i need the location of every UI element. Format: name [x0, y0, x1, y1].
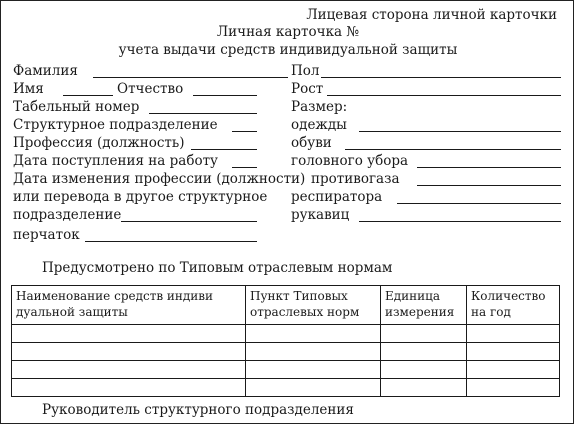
field-size-label: Размер: — [291, 99, 348, 115]
field-department-line[interactable] — [232, 131, 257, 132]
field-headwear-line[interactable] — [417, 167, 561, 168]
field-gloves-label: перчаток — [13, 227, 80, 243]
field-shoes-label: обуви — [291, 135, 332, 151]
field-gender-line[interactable] — [321, 77, 561, 78]
table-row — [12, 361, 560, 379]
table-cell[interactable] — [12, 343, 246, 361]
field-personnel-number-label: Табельный номер — [13, 99, 140, 115]
table-cell[interactable] — [12, 361, 246, 379]
column-header-annual-quantity: Количество на год — [467, 286, 560, 325]
norms-table-header — [12, 286, 560, 325]
field-patronymic-line[interactable] — [193, 95, 257, 96]
card-side-note: Лицевая сторона личной карточки — [306, 7, 557, 23]
field-profession-line[interactable] — [191, 149, 257, 150]
field-name-label: Имя — [13, 81, 44, 97]
table-cell[interactable] — [381, 379, 467, 397]
table-cell[interactable] — [381, 361, 467, 379]
field-surname-line[interactable] — [93, 77, 288, 78]
table-cell[interactable] — [381, 343, 467, 361]
field-mittens-line[interactable] — [359, 221, 561, 222]
field-respirator-label: респиратора — [291, 189, 383, 205]
field-gas-mask-line[interactable] — [417, 185, 561, 186]
table-cell[interactable] — [246, 379, 381, 397]
department-head-signature-label: Руководитель структурного подразделения — [42, 402, 354, 418]
table-cell[interactable] — [12, 325, 246, 343]
table-cell[interactable] — [467, 379, 560, 397]
table-cell[interactable] — [467, 325, 560, 343]
table-row — [12, 379, 560, 397]
table-cell[interactable] — [246, 361, 381, 379]
card-title: Личная карточка № — [216, 24, 360, 40]
field-headwear-label: головного убора — [291, 153, 409, 169]
column-header-unit: Единица измерения — [381, 286, 467, 325]
table-cell[interactable] — [381, 325, 467, 343]
table-cell[interactable] — [12, 379, 246, 397]
field-height-label: Рост — [291, 81, 324, 97]
field-gloves-line[interactable] — [85, 241, 257, 242]
field-respirator-line[interactable] — [397, 203, 561, 204]
norms-table — [11, 285, 560, 397]
field-subdivision-line[interactable] — [121, 221, 257, 222]
field-height-line[interactable] — [327, 95, 561, 96]
field-clothes-label: одежды — [291, 117, 347, 133]
field-profession-label: Профессия (должность) — [13, 135, 185, 151]
field-transfer-label: или перевода в другое структурное — [13, 189, 268, 205]
table-cell[interactable] — [467, 361, 560, 379]
table-row — [12, 325, 560, 343]
field-clothes-line[interactable] — [359, 131, 561, 132]
table-cell[interactable] — [467, 343, 560, 361]
field-hire-date-label: Дата поступления на работу — [13, 153, 218, 169]
field-change-date-label: Дата изменения профессии (должности) — [13, 171, 306, 187]
field-surname-label: Фамилия — [13, 63, 78, 79]
field-personnel-number-line[interactable] — [149, 113, 257, 114]
field-patronymic-label: Отчество — [117, 81, 184, 97]
column-header-item-name: Наименование средств индиви дуальной защиты — [12, 286, 246, 325]
field-shoes-line[interactable] — [345, 149, 561, 150]
field-gender-label: Пол — [291, 63, 320, 79]
column-header-norm-clause: Пункт Типовых отраслевых норм — [246, 286, 381, 325]
card-subtitle: учета выдачи средств индивидуальной защиты — [118, 42, 458, 58]
field-hire-date-line[interactable] — [232, 167, 257, 168]
table-cell[interactable] — [246, 343, 381, 361]
field-department-label: Структурное подразделение — [13, 117, 218, 133]
table-cell[interactable] — [246, 325, 381, 343]
norms-section-heading: Предусмотрено по Типовым отраслевым нормам — [42, 260, 393, 276]
table-row — [12, 343, 560, 361]
field-mittens-label: рукавиц — [291, 207, 350, 223]
field-gas-mask-label: противогаза — [311, 171, 400, 187]
field-subdivision-label: подразделение — [13, 207, 122, 223]
field-name-line[interactable] — [63, 95, 113, 96]
